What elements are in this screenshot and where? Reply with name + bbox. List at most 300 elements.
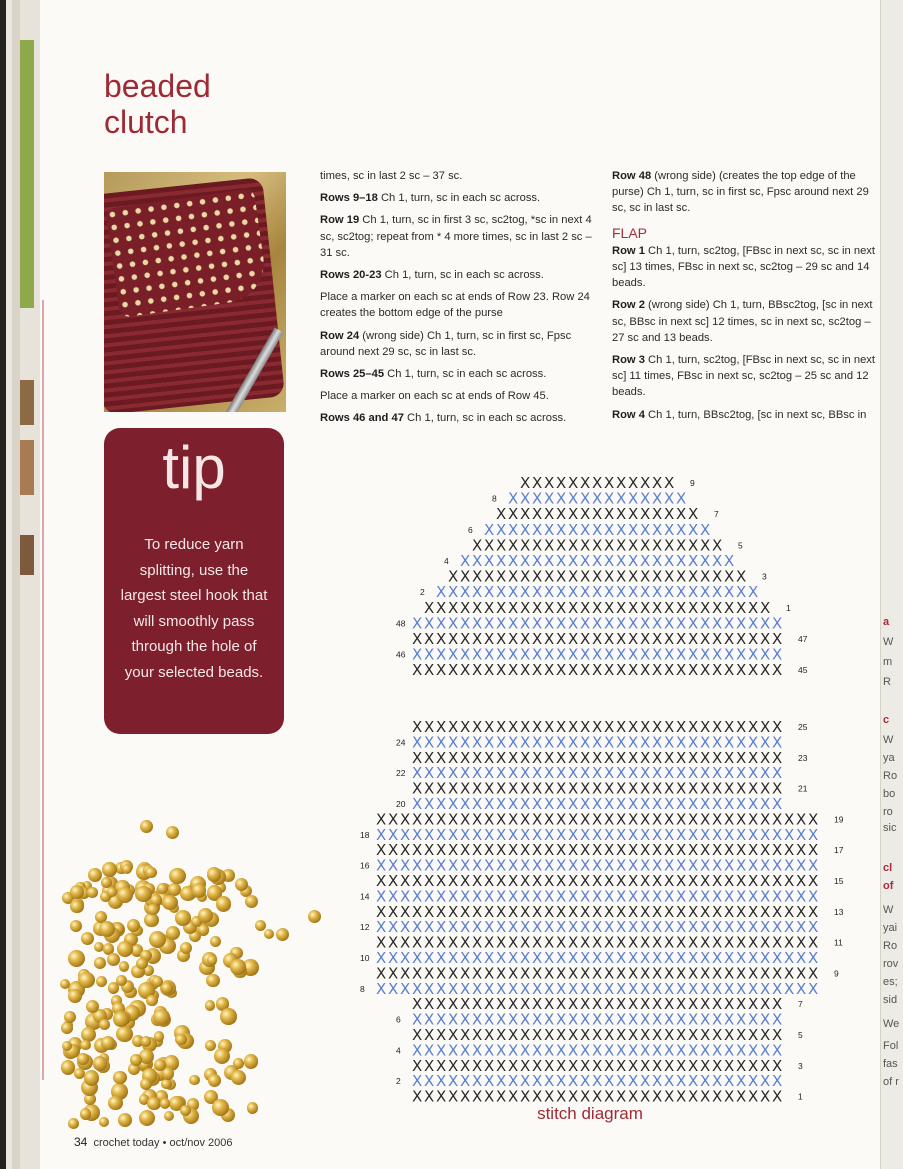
stitch-symbol: X [424, 1026, 435, 1044]
stitch-symbol: X [520, 1026, 531, 1044]
stitch-symbol: X [700, 872, 711, 890]
stitch-symbol: X [676, 779, 687, 798]
row-number-label: 15 [834, 876, 844, 886]
stitch-symbol: X [556, 825, 567, 844]
stitch-symbol: X [604, 661, 615, 680]
stitch-symbol: X [496, 630, 507, 648]
stitch-symbol: X [700, 918, 711, 937]
stitch-symbol: X [472, 536, 483, 555]
stitch-symbol: X [604, 825, 615, 844]
stitch-symbol: X [760, 825, 771, 844]
stitch-symbol: X [376, 872, 387, 890]
stitch-symbol: X [604, 933, 615, 952]
stitch-symbol: X [436, 764, 447, 783]
stitch-symbol: X [640, 733, 651, 752]
row-text: Ch 1, turn, sc in each sc across. [403, 412, 567, 425]
stitch-symbol: X [400, 949, 411, 967]
stitch-symbol: X [412, 1056, 423, 1075]
stitch-symbol: X [580, 1041, 591, 1060]
stitch-symbol: X [568, 614, 579, 633]
stitch-symbol: X [472, 964, 483, 983]
stitch-symbol: X [388, 918, 399, 937]
stitch-symbol: X [448, 825, 459, 844]
stitch-symbol: X [688, 933, 699, 952]
stitch-symbol: X [700, 764, 711, 783]
row-number-label: 4 [444, 556, 449, 566]
row-number-label: 19 [834, 814, 844, 825]
stitch-symbol: X [796, 856, 807, 875]
stitch-symbol: X [676, 933, 687, 952]
stitch-symbol: X [604, 552, 615, 570]
stitch-symbol: X [712, 1072, 723, 1091]
stitch-symbol: X [592, 733, 603, 752]
stitch-symbol: X [724, 872, 735, 890]
stitch-symbol: X [772, 1087, 783, 1106]
stitch-symbol: X [388, 979, 399, 998]
stitch-symbol: X [424, 1087, 435, 1106]
stitch-symbol: X [724, 614, 735, 633]
stitch-symbol: X [580, 872, 591, 890]
stitch-symbol: X [700, 1072, 711, 1091]
stitch-symbol: X [508, 949, 519, 967]
stitch-symbol: X [568, 964, 579, 983]
stitch-symbol: X [808, 918, 819, 937]
stitch-symbol: X [496, 1087, 507, 1106]
stitch-symbol: X [568, 567, 579, 586]
stitch-symbol: X [376, 949, 387, 967]
stitch-symbol: X [640, 979, 651, 998]
stitch-symbol: X [796, 872, 807, 890]
stitch-symbol: X [604, 995, 615, 1014]
stitch-symbol: X [700, 552, 711, 570]
stitch-symbol: X [484, 902, 495, 921]
stitch-symbol: X [508, 645, 519, 664]
stitch-symbol: X [544, 536, 555, 555]
stitch-symbol: X [628, 567, 639, 586]
stitch-symbol: X [580, 810, 591, 829]
stitch-symbol: X [604, 614, 615, 633]
stitch-symbol: X [760, 1087, 771, 1106]
stitch-symbol: X [424, 902, 435, 921]
stitch-symbol: X [736, 979, 747, 998]
stitch-symbol: X [520, 887, 531, 906]
stitch-symbol: X [628, 995, 639, 1014]
stitch-symbol: X [532, 1026, 543, 1044]
stitch-symbol: X [652, 520, 663, 539]
stitch-symbol: X [544, 598, 555, 617]
stitch-symbol: X [412, 779, 423, 798]
stitch-symbol: X [556, 1072, 567, 1091]
stitch-symbol: X [712, 764, 723, 783]
stitch-symbol: X [520, 933, 531, 952]
bead [84, 1070, 100, 1086]
stitch-symbol: X [772, 933, 783, 952]
stitch-symbol: X [652, 918, 663, 937]
stitch-symbol: X [712, 995, 723, 1014]
stitch-symbol: X [796, 810, 807, 829]
stitch-symbol: X [532, 733, 543, 752]
bead [231, 1070, 246, 1085]
stitch-symbol: X [760, 887, 771, 906]
bead [99, 1117, 109, 1127]
stitch-symbol: X [496, 872, 507, 890]
stitch-symbol: X [604, 748, 615, 767]
stitch-symbol: X [508, 1056, 519, 1075]
stitch-symbol: X [664, 536, 675, 555]
stitch-symbol: X [568, 825, 579, 844]
stitch-symbol: X [724, 1041, 735, 1060]
stitch-symbol: X [604, 630, 615, 648]
stitch-symbol: X [604, 718, 615, 736]
stitch-symbol: X [628, 505, 639, 524]
stitch-symbol: X [688, 1072, 699, 1091]
stitch-symbol: X [496, 949, 507, 967]
stitch-symbol: X [616, 733, 627, 752]
stitch-symbol: X [520, 598, 531, 617]
stitch-symbol: X [736, 567, 747, 586]
stitch-symbol: X [724, 764, 735, 783]
stitch-symbol: X [436, 841, 447, 860]
stitch-symbol: X [460, 630, 471, 648]
stitch-symbol: X [556, 779, 567, 798]
stitch-symbol: X [520, 567, 531, 586]
stitch-symbol: X [544, 583, 555, 602]
stitch-symbol: X [616, 1056, 627, 1075]
stitch-symbol: X [496, 825, 507, 844]
stitch-symbol: X [700, 779, 711, 798]
stitch-symbol: X [664, 1010, 675, 1029]
stitch-symbol: X [748, 918, 759, 937]
stitch-symbol: X [520, 979, 531, 998]
stitch-symbol: X [652, 825, 663, 844]
stitch-symbol: X [388, 902, 399, 921]
stitch-symbol: X [772, 995, 783, 1014]
stitch-symbol: X [412, 949, 423, 967]
stitch-symbol: X [460, 949, 471, 967]
stitch-symbol: X [736, 933, 747, 952]
stitch-symbol: X [496, 718, 507, 736]
row-text: Ch 1, turn, sc in each sc across. [381, 269, 544, 282]
stitch-symbol: X [484, 764, 495, 783]
bead [68, 989, 82, 1003]
row-number-label: 2 [396, 1076, 401, 1087]
stitch-symbol: X [592, 872, 603, 890]
stitch-symbol: X [676, 645, 687, 664]
stitch-symbol: X [760, 1056, 771, 1075]
stitch-symbol: X [592, 841, 603, 860]
stitch-symbol: X [532, 1072, 543, 1091]
stitch-symbol: X [556, 856, 567, 875]
stitch-symbol: X [808, 872, 819, 890]
stitch-symbol: X [592, 474, 603, 492]
stitch-symbol: X [772, 964, 783, 983]
stitch-symbol: X [628, 764, 639, 783]
stitch-symbol: X [772, 718, 783, 736]
stitch-symbol: X [604, 979, 615, 998]
stitch-symbol: X [532, 1056, 543, 1075]
stitch-symbol: X [424, 933, 435, 952]
stitch-symbol: X [592, 645, 603, 664]
stitch-symbol: X [700, 583, 711, 602]
row-number-label: 9 [834, 968, 839, 979]
stitch-symbol: X [676, 718, 687, 736]
stitch-symbol: X [424, 964, 435, 983]
stitch-symbol: X [640, 489, 651, 508]
stitch-symbol: X [772, 733, 783, 752]
stitch-symbol: X [796, 949, 807, 967]
stitch-symbol: X [652, 795, 663, 813]
stitch-symbol: X [568, 505, 579, 524]
stitch-symbol: X [412, 1087, 423, 1106]
bead [308, 910, 321, 923]
stitch-symbol: X [676, 489, 687, 508]
stitch-symbol: X [412, 964, 423, 983]
stitch-symbol: X [616, 841, 627, 860]
stitch-symbol: X [460, 583, 471, 602]
stitch-symbol: X [556, 661, 567, 680]
stitch-symbol: X [472, 810, 483, 829]
stitch-symbol: X [784, 825, 795, 844]
stitch-symbol: X [616, 567, 627, 586]
stitch-symbol: X [664, 964, 675, 983]
issue-date: oct/nov 2006 [169, 1137, 233, 1149]
page-footer [74, 1135, 233, 1149]
stitch-symbol: X [688, 645, 699, 664]
stitch-symbol: X [460, 645, 471, 664]
stitch-symbol: X [556, 872, 567, 890]
stitch-symbol: X [652, 810, 663, 829]
stitch-symbol: X [376, 887, 387, 906]
stitch-symbol: X [544, 1026, 555, 1044]
flap-heading: FLAP [612, 224, 648, 241]
stitch-symbol: X [508, 661, 519, 680]
stitch-symbol: X [544, 795, 555, 813]
stitch-symbol: X [484, 536, 495, 555]
stitch-symbol: X [472, 933, 483, 952]
stitch-symbol: X [616, 979, 627, 998]
stitch-symbol: X [532, 583, 543, 602]
stitch-symbol: X [400, 810, 411, 829]
row-number-label: 3 [762, 571, 767, 582]
stitch-symbol: X [688, 1041, 699, 1060]
stitch-symbol: X [736, 598, 747, 617]
stitch-symbol: X [640, 1026, 651, 1044]
stitch-symbol: X [424, 614, 435, 633]
stitch-symbol: X [568, 856, 579, 875]
stitch-symbol: X [496, 598, 507, 617]
stitch-symbol: X [508, 614, 519, 633]
bead [149, 931, 166, 948]
stitch-symbol: X [436, 661, 447, 680]
stitch-symbol: X [580, 825, 591, 844]
stitch-symbol: X [724, 933, 735, 952]
stitch-symbol: X [592, 1087, 603, 1106]
stitch-symbol: X [460, 995, 471, 1014]
stitch-symbol: X [604, 567, 615, 586]
stitch-symbol: X [772, 1041, 783, 1060]
stitch-symbol: X [604, 841, 615, 860]
bead [169, 868, 186, 885]
stitch-symbol: X [556, 630, 567, 648]
stitch-symbol: X [544, 964, 555, 983]
stitch-symbol: X [592, 764, 603, 783]
stitch-symbol: X [676, 552, 687, 570]
stitch-symbol: X [556, 995, 567, 1014]
stitch-symbol: X [724, 856, 735, 875]
stitch-symbol: X [532, 949, 543, 967]
stitch-symbol: X [460, 1026, 471, 1044]
stitch-symbol: X [640, 841, 651, 860]
stitch-symbol: X [532, 718, 543, 736]
instruction-paragraph [320, 388, 602, 404]
stitch-symbol: X [640, 552, 651, 570]
stitch-symbol: X [640, 661, 651, 680]
stitch-symbol: X [700, 933, 711, 952]
stitch-symbol: X [568, 1087, 579, 1106]
stitch-symbol: X [580, 1072, 591, 1091]
stitch-symbol: X [772, 748, 783, 767]
stitch-symbol: X [736, 779, 747, 798]
stitch-symbol: X [712, 1041, 723, 1060]
stitch-symbol: X [496, 856, 507, 875]
stitch-symbol: X [676, 536, 687, 555]
stitch-symbol: X [640, 474, 651, 492]
stitch-symbol: X [604, 733, 615, 752]
stitch-symbol: X [616, 1010, 627, 1029]
stitch-symbol: X [592, 489, 603, 508]
bead [118, 1113, 132, 1127]
stitch-symbol: X [544, 733, 555, 752]
stitch-symbol: X [688, 661, 699, 680]
stitch-symbol: X [760, 810, 771, 829]
stitch-symbol: X [496, 779, 507, 798]
stitch-symbol: X [472, 872, 483, 890]
stitch-symbol: X [400, 841, 411, 860]
stitch-symbol: X [688, 949, 699, 967]
stitch-symbol: X [544, 474, 555, 492]
stitch-symbol: X [520, 795, 531, 813]
stitch-symbol: X [676, 1041, 687, 1060]
stitch-symbol: X [748, 661, 759, 680]
stitch-symbol: X [628, 1010, 639, 1029]
stitch-symbol: X [580, 474, 591, 492]
next-page-fragment: R [883, 676, 891, 688]
bead [80, 1040, 91, 1051]
footer-bullet: • [162, 1137, 167, 1149]
stitch-symbol: X [664, 748, 675, 767]
stitch-symbol: X [652, 964, 663, 983]
stitch-symbol: X [784, 841, 795, 860]
stitch-symbol: X [748, 841, 759, 860]
row-number-label: 10 [360, 953, 370, 963]
diagram-caption: stitch diagram [537, 1104, 643, 1123]
stitch-symbol: X [496, 902, 507, 921]
stitch-symbol: X [412, 748, 423, 767]
stitch-symbol: X [532, 661, 543, 680]
bead [99, 1019, 110, 1030]
stitch-symbol: X [664, 1087, 675, 1106]
stitch-symbol: X [688, 718, 699, 736]
stitch-symbol: X [568, 718, 579, 736]
stitch-symbol: X [556, 552, 567, 570]
stitch-symbol: X [772, 1056, 783, 1075]
stitch-symbol: X [508, 810, 519, 829]
stitch-symbol: X [628, 964, 639, 983]
stitch-symbol: X [724, 979, 735, 998]
stitch-symbol: X [484, 583, 495, 602]
stitch-symbol: X [412, 979, 423, 998]
stitch-symbol: X [436, 902, 447, 921]
stitch-symbol: X [652, 489, 663, 508]
row-number-label: 6 [468, 524, 473, 535]
stitch-symbol: X [448, 918, 459, 937]
stitch-symbol: X [736, 841, 747, 860]
stitch-symbol: X [772, 764, 783, 783]
stitch-symbol: X [448, 995, 459, 1014]
spine-color-block [20, 535, 34, 575]
bead [166, 826, 179, 839]
stitch-symbol: X [544, 1041, 555, 1060]
stitch-symbol: X [772, 825, 783, 844]
stitch-symbol: X [436, 949, 447, 967]
stitch-symbol: X [640, 520, 651, 539]
next-page-fragment: cl [883, 862, 893, 874]
stitch-symbol: X [460, 614, 471, 633]
stitch-symbol: X [472, 552, 483, 570]
stitch-symbol: X [580, 583, 591, 602]
stitch-symbol: X [592, 661, 603, 680]
stitch-symbol: X [556, 718, 567, 736]
stitch-symbol: X [664, 520, 675, 539]
stitch-symbol: X [544, 552, 555, 570]
stitch-symbol: X [772, 630, 783, 648]
stitch-symbol: X [784, 933, 795, 952]
stitch-symbol: X [688, 810, 699, 829]
stitch-symbol: X [544, 856, 555, 875]
stitch-symbol: X [724, 748, 735, 767]
stitch-symbol: X [664, 718, 675, 736]
stitch-symbol: X [700, 748, 711, 767]
stitch-symbol: X [496, 583, 507, 602]
stitch-symbol: X [772, 856, 783, 875]
stitch-symbol: X [700, 733, 711, 752]
next-page-fragment: m [883, 656, 893, 668]
bead [210, 936, 221, 947]
stitch-symbol: X [412, 1041, 423, 1060]
stitch-symbol: X [604, 1041, 615, 1060]
stitch-symbol: X [532, 552, 543, 570]
stitch-symbol: X [532, 933, 543, 952]
stitch-symbol: X [472, 1056, 483, 1075]
stitch-symbol: X [760, 630, 771, 648]
stitch-symbol: X [484, 1026, 495, 1044]
stitch-symbol: X [580, 779, 591, 798]
stitch-symbol: X [628, 810, 639, 829]
stitch-symbol: X [544, 825, 555, 844]
stitch-symbol: X [532, 872, 543, 890]
stitch-symbol: X [424, 1056, 435, 1075]
stitch-symbol: X [508, 733, 519, 752]
stitch-symbol: X [724, 661, 735, 680]
stitch-symbol: X [436, 718, 447, 736]
stitch-symbol: X [652, 933, 663, 952]
bead [212, 1099, 229, 1116]
stitch-symbol: X [796, 841, 807, 860]
stitch-symbol: X [688, 995, 699, 1014]
instruction-paragraph [320, 289, 602, 321]
stitch-symbol: X [496, 995, 507, 1014]
stitch-symbol: X [520, 825, 531, 844]
